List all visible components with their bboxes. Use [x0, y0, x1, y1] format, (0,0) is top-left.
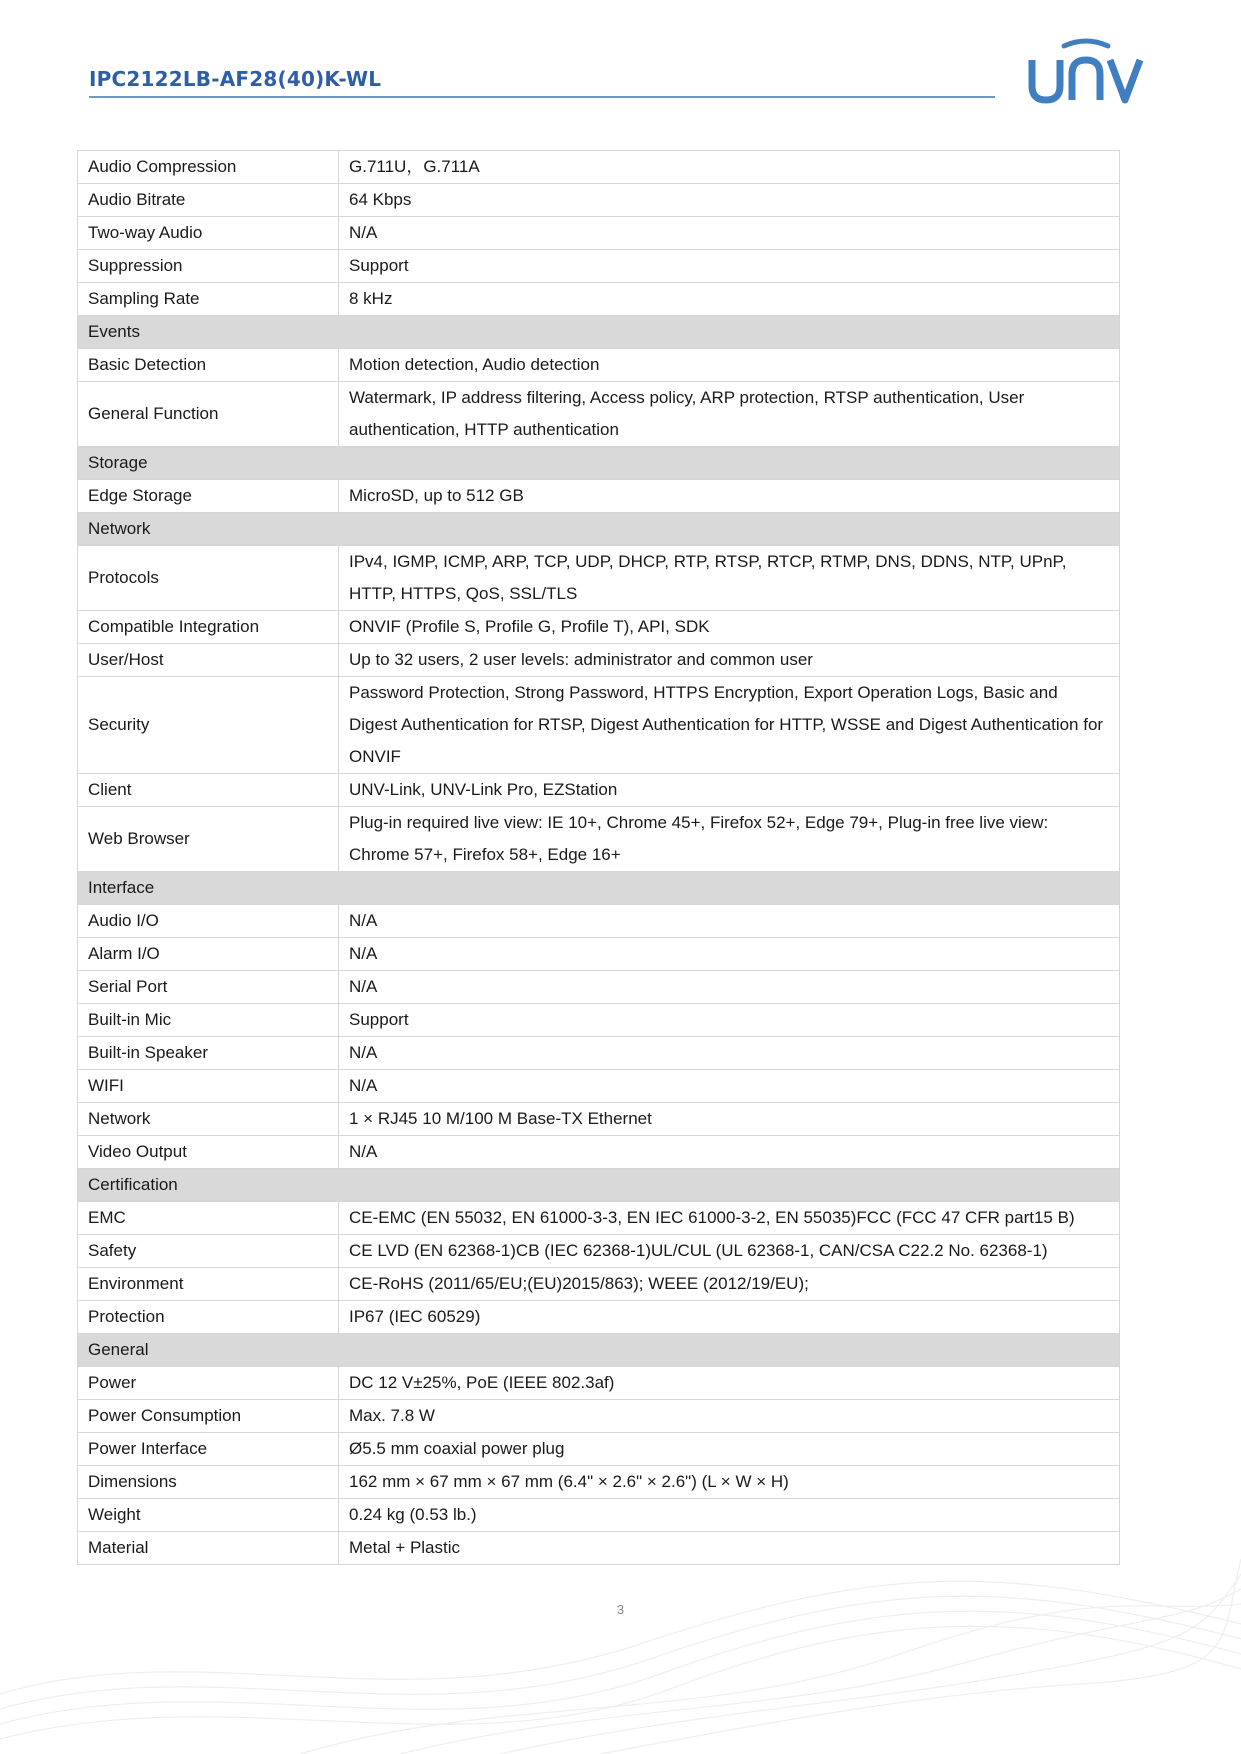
table-row [78, 905, 1120, 938]
table-row [78, 1433, 1120, 1466]
spec-label: Basic Detection [78, 349, 339, 382]
spec-value: N/A [339, 217, 1120, 250]
section-heading: General [78, 1334, 1120, 1367]
section-row [78, 1169, 1120, 1202]
spec-value: Motion detection, Audio detection [339, 349, 1120, 382]
table-row [78, 1466, 1120, 1499]
spec-label: Dimensions [78, 1466, 339, 1499]
spec-value: IPv4, IGMP, ICMP, ARP, TCP, UDP, DHCP, RTP, RTSP, RTCP, RTMP, DNS, DDNS, NTP, UPnP, HTTP, HTTPS, QoS, SSL/TLS [339, 546, 1120, 611]
spec-value: MicroSD, up to 512 GB [339, 480, 1120, 513]
spec-value: N/A [339, 938, 1120, 971]
spec-label: Client [78, 774, 339, 807]
table-row [78, 151, 1120, 184]
spec-label: Power Consumption [78, 1400, 339, 1433]
spec-value: G.711U，G.711A [339, 151, 1120, 184]
table-row [78, 1037, 1120, 1070]
spec-label: Weight [78, 1499, 339, 1532]
section-row [78, 316, 1120, 349]
spec-label: Suppression [78, 250, 339, 283]
table-row [78, 1136, 1120, 1169]
table-row [78, 938, 1120, 971]
unv-logo-icon [1026, 38, 1146, 108]
spec-label: Edge Storage [78, 480, 339, 513]
spec-label: Built-in Speaker [78, 1037, 339, 1070]
spec-value: Watermark, IP address filtering, Access policy, ARP protection, RTSP authentication, User authentication, HTTP authentication [339, 382, 1120, 447]
spec-value: N/A [339, 905, 1120, 938]
spec-label: Serial Port [78, 971, 339, 1004]
table-row [78, 250, 1120, 283]
spec-label: Sampling Rate [78, 283, 339, 316]
spec-label: Two-way Audio [78, 217, 339, 250]
page-header [0, 0, 1241, 120]
section-row [78, 872, 1120, 905]
spec-label: Alarm I/O [78, 938, 339, 971]
spec-value: CE-EMC (EN 55032, EN 61000-3-3, EN IEC 61000-3-2, EN 55035)FCC (FCC 47 CFR part15 B) [339, 1202, 1120, 1235]
spec-label: Video Output [78, 1136, 339, 1169]
section-row [78, 513, 1120, 546]
section-row [78, 1334, 1120, 1367]
spec-value: N/A [339, 1037, 1120, 1070]
page-number: 3 [616, 1602, 625, 1617]
spec-value: N/A [339, 971, 1120, 1004]
section-heading: Interface [78, 872, 1120, 905]
spec-value: ONVIF (Profile S, Profile G, Profile T), API, SDK [339, 611, 1120, 644]
spec-label: User/Host [78, 644, 339, 677]
spec-value: DC 12 V±25%, PoE (IEEE 802.3af) [339, 1367, 1120, 1400]
table-row [78, 283, 1120, 316]
table-row [78, 546, 1120, 611]
spec-value: Metal + Plastic [339, 1532, 1120, 1565]
table-row [78, 1235, 1120, 1268]
spec-label: Network [78, 1103, 339, 1136]
spec-value: UNV-Link, UNV-Link Pro, EZStation [339, 774, 1120, 807]
spec-label: General Function [78, 382, 339, 447]
spec-label: Power [78, 1367, 339, 1400]
spec-value: N/A [339, 1136, 1120, 1169]
spec-value: Up to 32 users, 2 user levels: administrator and common user [339, 644, 1120, 677]
header-divider [89, 96, 995, 98]
spec-value: 1 × RJ45 10 M/100 M Base-TX Ethernet [339, 1103, 1120, 1136]
spec-value: N/A [339, 1070, 1120, 1103]
spec-label: EMC [78, 1202, 339, 1235]
table-row [78, 1532, 1120, 1565]
table-row [78, 480, 1120, 513]
spec-value: Password Protection, Strong Password, HTTPS Encryption, Export Operation Logs, Basic and Digest Authentication for RTSP, Digest Authentication for HTTP, WSSE and Digest Authentication for ONVIF [339, 677, 1120, 774]
table-row [78, 611, 1120, 644]
table-row [78, 184, 1120, 217]
model-title: IPC2122LB-AF28(40)K-WL [89, 67, 382, 91]
spec-label: Environment [78, 1268, 339, 1301]
table-row [78, 349, 1120, 382]
spec-value: CE LVD (EN 62368-1)CB (IEC 62368-1)UL/CUL (UL 62368-1, CAN/CSA C22.2 No. 62368-1) [339, 1235, 1120, 1268]
spec-label: Audio Compression [78, 151, 339, 184]
table-row [78, 1400, 1120, 1433]
table-row [78, 1070, 1120, 1103]
section-heading: Events [78, 316, 1120, 349]
table-row [78, 382, 1120, 447]
table-row [78, 1301, 1120, 1334]
spec-label: Protection [78, 1301, 339, 1334]
spec-label: Safety [78, 1235, 339, 1268]
table-row [78, 1268, 1120, 1301]
table-row [78, 1103, 1120, 1136]
spec-value: Ø5.5 mm coaxial power plug [339, 1433, 1120, 1466]
spec-value: CE-RoHS (2011/65/EU;(EU)2015/863); WEEE (2012/19/EU); [339, 1268, 1120, 1301]
spec-label: Power Interface [78, 1433, 339, 1466]
table-row [78, 677, 1120, 774]
spec-label: Protocols [78, 546, 339, 611]
spec-value: 0.24 kg (0.53 lb.) [339, 1499, 1120, 1532]
table-row [78, 217, 1120, 250]
spec-label: Audio Bitrate [78, 184, 339, 217]
section-heading: Network [78, 513, 1120, 546]
spec-label: WIFI [78, 1070, 339, 1103]
spec-label: Security [78, 677, 339, 774]
spec-value: 8 kHz [339, 283, 1120, 316]
spec-value: Support [339, 250, 1120, 283]
spec-label: Built-in Mic [78, 1004, 339, 1037]
section-heading: Certification [78, 1169, 1120, 1202]
table-row [78, 644, 1120, 677]
spec-value: Support [339, 1004, 1120, 1037]
spec-label: Web Browser [78, 807, 339, 872]
spec-value: IP67 (IEC 60529) [339, 1301, 1120, 1334]
spec-value: Plug-in required live view: IE 10+, Chrome 45+, Firefox 52+, Edge 79+, Plug-in free live view: Chrome 57+, Firefox 58+, Edge 16+ [339, 807, 1120, 872]
spec-value: 162 mm × 67 mm × 67 mm (6.4" × 2.6" × 2.6") (L × W × H) [339, 1466, 1120, 1499]
table-row [78, 807, 1120, 872]
spec-value: 64 Kbps [339, 184, 1120, 217]
spec-value: Max. 7.8 W [339, 1400, 1120, 1433]
spec-label: Audio I/O [78, 905, 339, 938]
table-row [78, 1202, 1120, 1235]
table-row [78, 971, 1120, 1004]
spec-table [77, 150, 1120, 1565]
table-row [78, 774, 1120, 807]
spec-label: Compatible Integration [78, 611, 339, 644]
table-row [78, 1499, 1120, 1532]
section-heading: Storage [78, 447, 1120, 480]
section-row [78, 447, 1120, 480]
table-row [78, 1367, 1120, 1400]
spec-label: Material [78, 1532, 339, 1565]
table-row [78, 1004, 1120, 1037]
